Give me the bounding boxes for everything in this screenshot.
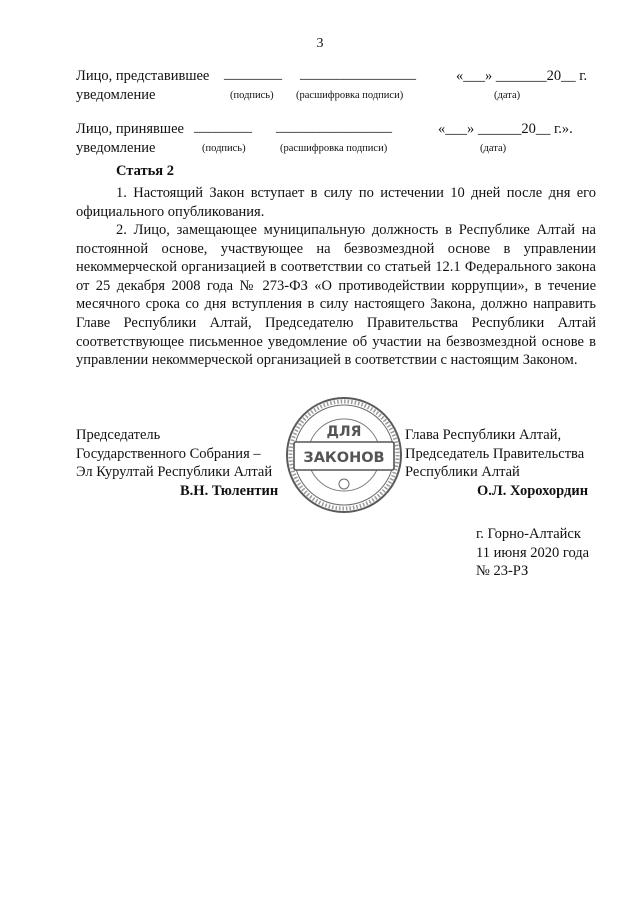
signature-left xyxy=(76,426,278,500)
signatory-name: В.Н. Тюлентин xyxy=(180,482,279,499)
signature-caption: (подпись) xyxy=(230,90,274,101)
form-label-line2: уведомление xyxy=(76,87,156,103)
date-blank: «___» _______20__ г. xyxy=(456,68,588,84)
signature-blank: ________ xyxy=(224,66,282,82)
signature-right xyxy=(405,426,588,500)
article-paragraph-1: 1. Настоящий Закон вступает в силу по истечении 10 дней после дня его официального опубликования. xyxy=(76,185,596,220)
signature-caption: (подпись) xyxy=(202,143,246,154)
signatory-title-line3: Республики Алтай xyxy=(405,464,520,481)
signatory-name: О.Л. Хорохордин xyxy=(477,482,589,499)
decoding-caption: (расшифровка подписи) xyxy=(280,143,388,154)
signatory-title-line2: Председатель Правительства xyxy=(405,445,585,462)
official-seal-stamp xyxy=(284,395,404,515)
law-number: № 23-РЗ xyxy=(476,563,529,580)
place-of-signing: г. Горно-Алтайск xyxy=(476,526,581,542)
signatory-title-line2: Государственного Собрания – xyxy=(76,445,261,462)
form-label-line1: Лицо, принявшее xyxy=(76,121,184,137)
signatory-title-line1: Председатель xyxy=(76,427,161,443)
article-title: Статья 2 xyxy=(116,163,174,179)
date-of-signing: 11 июня 2020 года xyxy=(476,544,590,561)
signatory-title-line1: Глава Республики Алтай, xyxy=(405,427,562,443)
form-label-line1: Лицо, представившее xyxy=(76,68,210,84)
decoding-blank: ________________ xyxy=(300,66,416,82)
document-footer xyxy=(476,525,589,581)
date-caption: (дата) xyxy=(494,90,521,101)
decoding-caption: (расшифровка подписи) xyxy=(296,90,404,101)
stamp-text-line1: ДЛЯ xyxy=(326,424,362,440)
date-blank: «___» ______20__ г.». xyxy=(438,121,573,137)
decoding-blank: ________________ xyxy=(276,119,392,135)
form-label-line2: уведомление xyxy=(76,140,156,156)
page-number: 3 xyxy=(316,36,324,51)
signatory-title-line3: Эл Курултай Республики Алтай xyxy=(76,464,273,481)
signature-blank: ________ xyxy=(194,119,252,135)
article-paragraph-2: 2. Лицо, замещающее муниципальную должность в Республике Алтай на постоянной основе, участвующее на безвозмездной основе в управлении некоммерческой организацией в соответствии со статьей 12.1 Федерального закона от 25 декабря 2008 года № 273-ФЗ «О противодействии коррупции», в течение месячного срока со дня вступления в силу настоящего Закона, должно направить Главе Республики Алтай, Председателю Правительства Республики Алтай соответствующее письменное уведомление об участии на безвозмездной основе в управлении некоммерческой организацией в соответствии с настоящим Законом. xyxy=(76,222,596,369)
date-caption: (дата) xyxy=(480,143,507,154)
stamp-text-line2: ЗАКОНОВ xyxy=(303,450,385,466)
